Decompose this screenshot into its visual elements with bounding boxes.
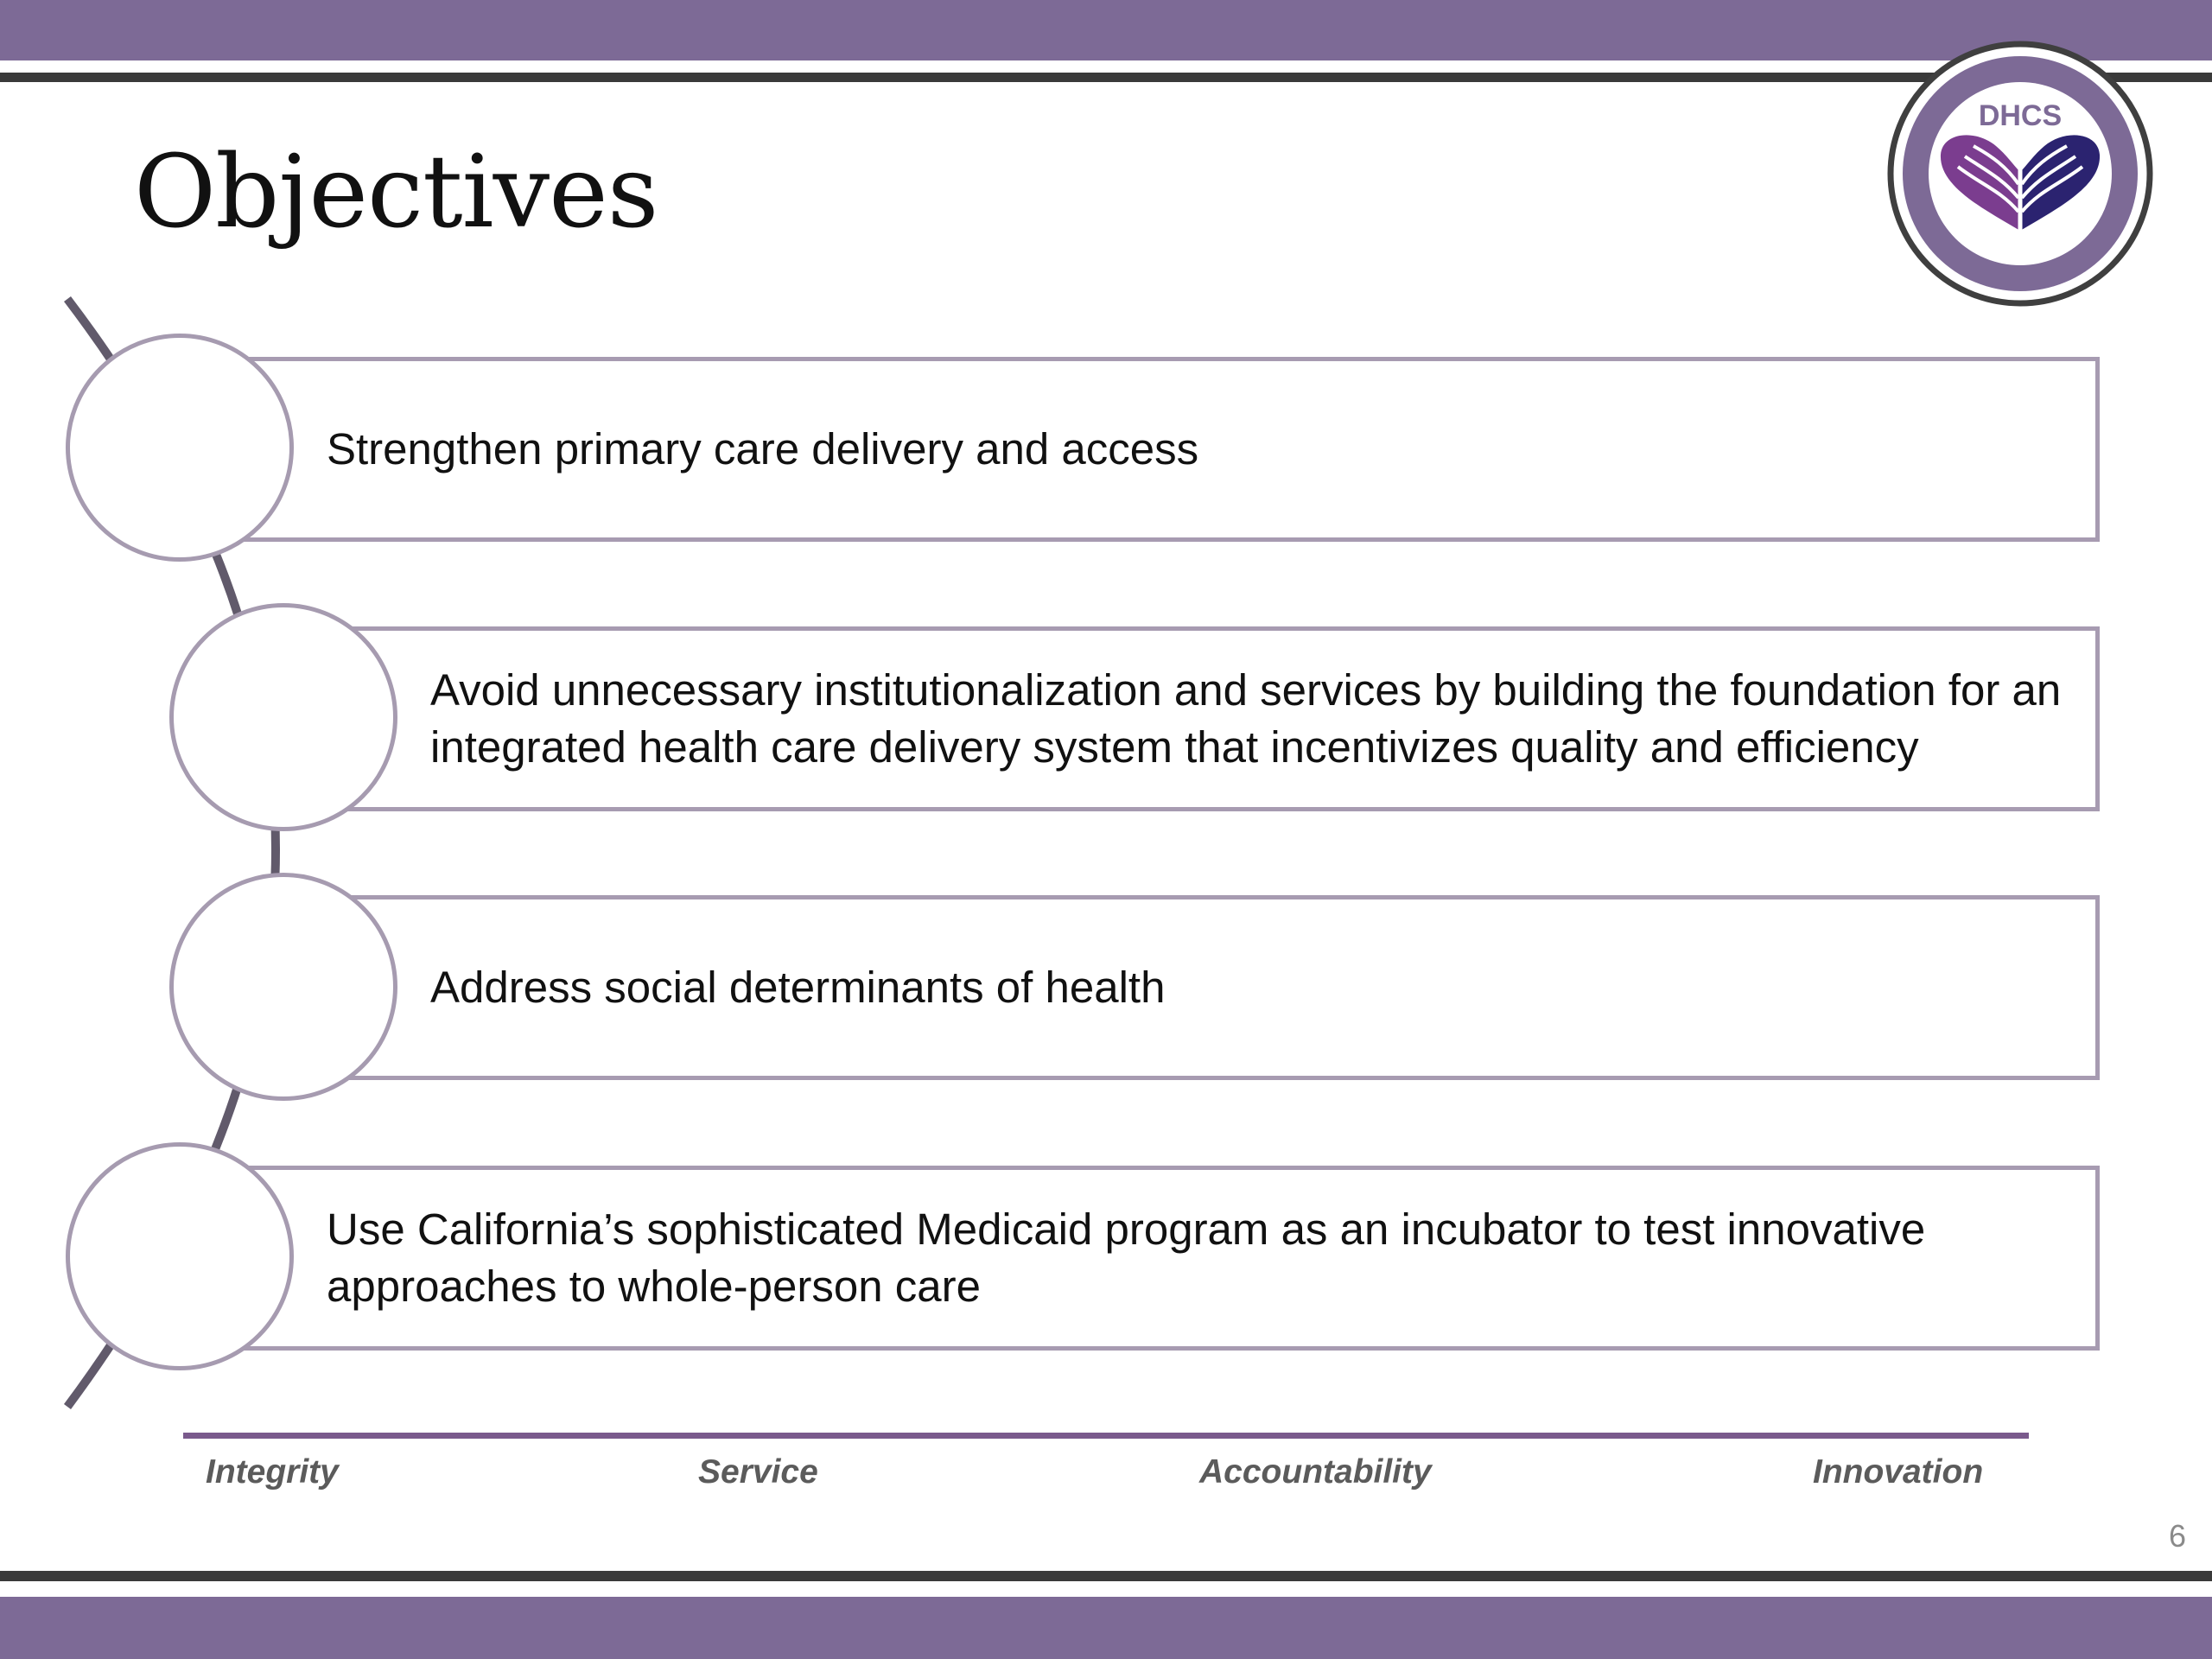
objective-text: Use California’s sophisticated Medicaid program as an incubator to test innovative approaches to whole-person care [327, 1205, 1926, 1311]
value-accountability: Accountability [1199, 1453, 1432, 1491]
objective-text: Avoid unnecessary institutionalization and services by building the foundation for an integrated health care delivery system that incentivizes quality and efficiency [430, 665, 2062, 772]
bottom-purple-band [0, 1597, 2212, 1659]
slide-title: Objectives [134, 134, 658, 251]
objective-box [318, 895, 2100, 1080]
objective-box [318, 626, 2100, 811]
objective-circle [66, 1142, 294, 1370]
value-service: Service [698, 1453, 818, 1491]
page-number: 6 [2168, 1518, 2186, 1554]
objective-circle [169, 873, 397, 1101]
footer-divider [183, 1433, 2029, 1439]
logo-text: DHCS [1978, 99, 2063, 132]
objective-box [214, 357, 2100, 542]
value-integrity: Integrity [206, 1453, 339, 1491]
value-innovation: Innovation [1813, 1453, 1984, 1491]
objective-circle [169, 603, 397, 831]
bottom-dark-rule [0, 1571, 2212, 1581]
objective-text: Address social determinants of health [430, 963, 1166, 1012]
objective-circle [66, 334, 294, 562]
objective-text: Strengthen primary care delivery and access [327, 424, 1199, 474]
objective-box [214, 1166, 2100, 1351]
